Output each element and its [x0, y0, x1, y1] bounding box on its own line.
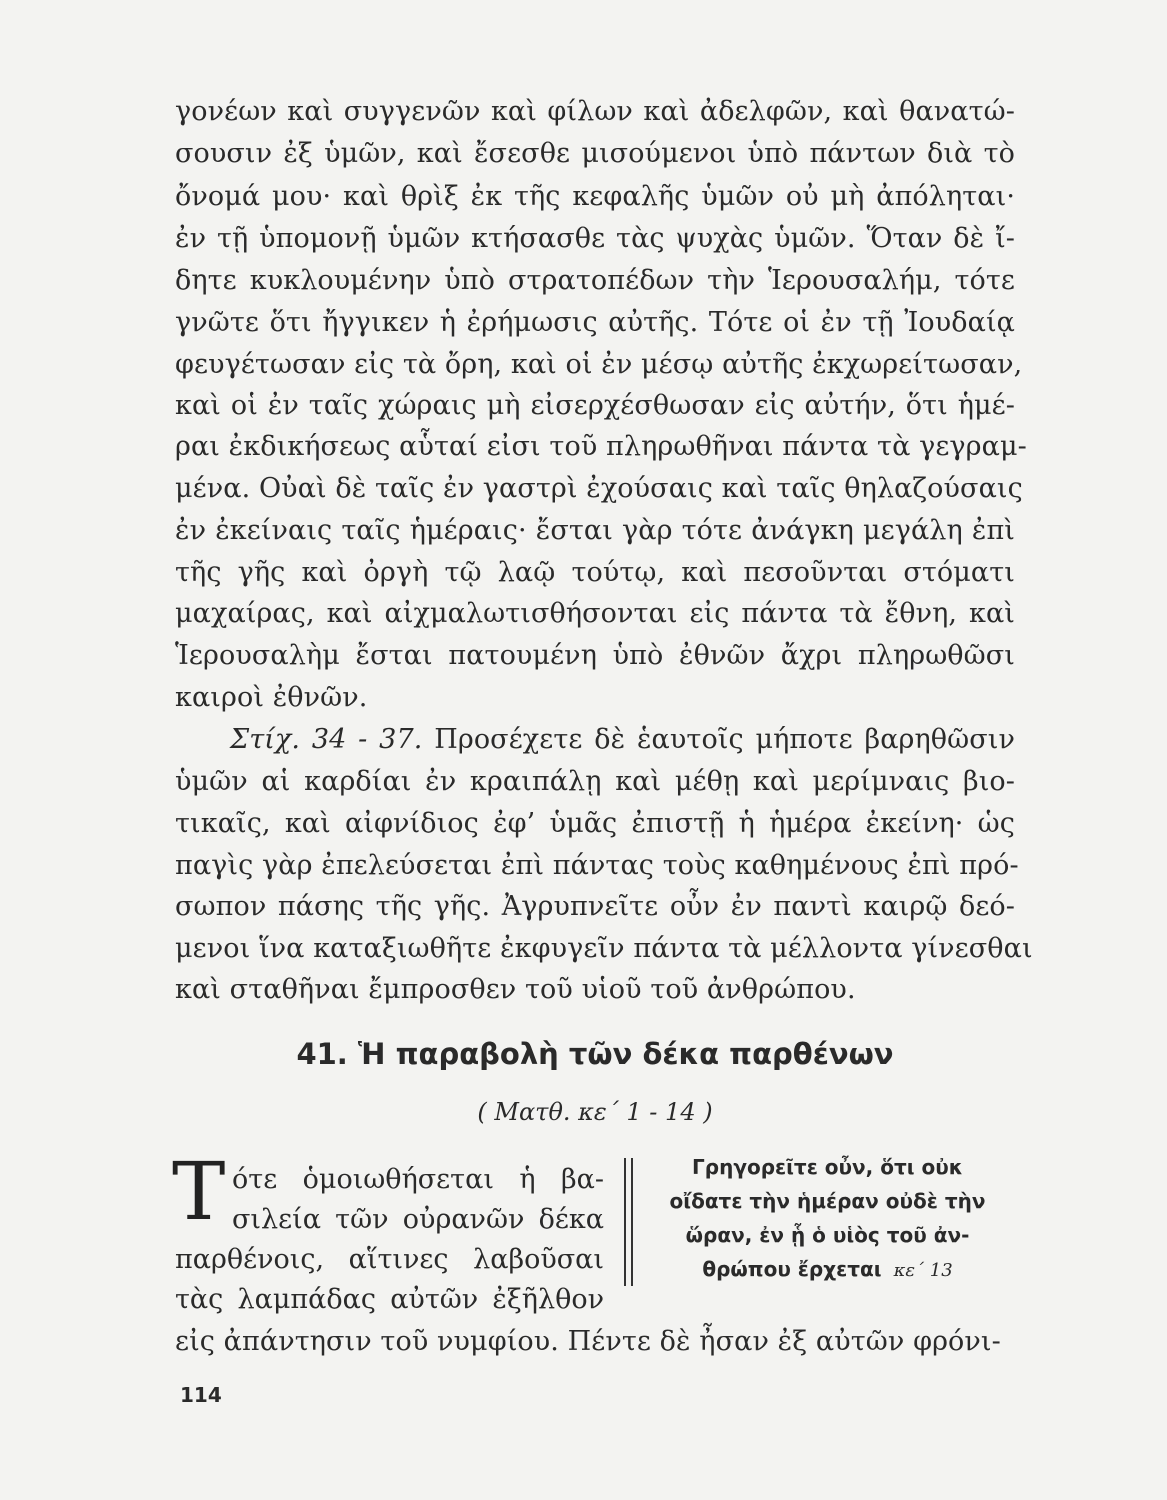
quote-line: οἴδατε τὴν ἡμέραν οὐδὲ τὴν: [669, 1189, 986, 1213]
body-line: ἐν ἐκείναις ταῖς ἡμέραις· ἔσται γὰρ τότε ἀνάγκη μεγάλη ἐπὶ: [175, 515, 1015, 546]
divider-rule: [631, 1158, 633, 1286]
dropcap-letter: Τ: [172, 1145, 226, 1238]
section-line: τὰς λαμπάδας αὐτῶν ἐξῆλθον: [175, 1284, 604, 1315]
section-title: 41. Ἡ παραβολὴ τῶν δέκα παρθένων: [296, 1037, 894, 1071]
quote-line-last: [640, 1252, 1015, 1286]
body-line: σουσιν ἐξ ὑμῶν, καὶ ἔσεσθε μισούμενοι ὑπὸ πάντων διὰ τὸ: [175, 138, 1015, 169]
verse-reference: Στίχ. 34 - 37.: [230, 724, 423, 755]
verse-line: παγὶς γὰρ ἐπελεύσεται ἐπὶ πάντας τοὺς καθημένους ἐπὶ πρό-: [175, 850, 1019, 881]
body-line: καὶ οἱ ἐν ταῖς χώραις μὴ εἰσερχέσθωσαν εἰς αὐτήν, ὅτι ἡμέ-: [175, 390, 1015, 421]
section-line: παρθένοις, αἵτινες λαβοῦσαι: [175, 1244, 604, 1275]
verse-first-line: [230, 720, 1015, 760]
body-line: φευγέτωσαν εἰς τὰ ὄρη, καὶ οἱ ἐν μέσῳ αὐτῆς ἐκχωρείτωσαν,: [175, 349, 1023, 380]
body-line: δητε κυκλουμένην ὑπὸ στρατοπέδων τὴν Ἱερουσαλήμ, τότε: [175, 265, 1015, 296]
section-reference: ( Ματθ. κε΄ 1 - 14 ): [477, 1098, 713, 1126]
body-line: μένα. Οὐαὶ δὲ ταῖς ἐν γαστρὶ ἐχούσαις καὶ ταῖς θηλαζούσαις: [175, 473, 1023, 504]
verse-line: ὑμῶν αἱ καρδίαι ἐν κραιπάλῃ καὶ μέθῃ καὶ μερίμναις βιο-: [175, 766, 1015, 797]
sidebar-quote: [640, 1150, 1015, 1290]
quote-line: ὥραν, ἐν ᾗ ὁ υἱὸς τοῦ ἀν-: [685, 1223, 970, 1247]
body-line: Ἱερουσαλὴμ ἔσται πατουμένη ὑπὸ ἐθνῶν ἄχρι πληρωθῶσι: [175, 640, 1015, 671]
body-line: τῆς γῆς καὶ ὀργὴ τῷ λαῷ τούτῳ, καὶ πεσοῦνται στόματι: [175, 557, 1015, 588]
body-line: γονέων καὶ συγγενῶν καὶ φίλων καὶ ἀδελφῶν, καὶ θανατώ-: [175, 96, 1015, 127]
verse-line: καὶ σταθῆναι ἔμπροσθεν τοῦ υἱοῦ τοῦ ἀνθρώπου.: [175, 974, 856, 1005]
body-line: μαχαίρας, καὶ αἰχμαλωτισθήσονται εἰς πάντα τὰ ἔθνη, καὶ: [175, 598, 1015, 629]
section-last-line: εἰς ἀπάντησιν τοῦ νυμφίου. Πέντε δὲ ἦσαν ἐξ αὐτῶν φρόνι-: [175, 1326, 1001, 1357]
section-line: σιλεία τῶν οὐρανῶν δέκα: [232, 1204, 604, 1235]
body-line: ὄνομά μου· καὶ θρὶξ ἐκ τῆς κεφαλῆς ὑμῶν οὐ μὴ ἀπόληται·: [175, 181, 1015, 212]
quote-line: θρώπου ἔρχεται: [702, 1257, 882, 1281]
body-line: ἐν τῇ ὑπομονῇ ὑμῶν κτήσασθε τὰς ψυχὰς ὑμῶν. Ὅταν δὲ ἴ-: [175, 223, 1015, 254]
body-line: ραι ἐκδικήσεως αὗταί εἰσι τοῦ πληρωθῆναι πάντα τὰ γεγραμ-: [175, 431, 1027, 462]
body-line: γνῶτε ὅτι ἤγγικεν ἡ ἐρήμωσις αὐτῆς. Τότε οἱ ἐν τῇ Ἰουδαίᾳ: [175, 307, 1015, 338]
body-line: καιροὶ ἐθνῶν.: [175, 682, 368, 713]
quote-line: Γρηγορεῖτε οὖν, ὅτι οὐκ: [692, 1155, 963, 1179]
page-number: 114: [180, 1383, 222, 1407]
verse-line: τικαῖς, καὶ αἰφνίδιος ἐφ’ ὑμᾶς ἐπιστῇ ἡ ἡμέρα ἐκείνη· ὡς: [175, 808, 1015, 839]
quote-reference: κε΄ 13: [893, 1260, 953, 1281]
verse-first-text: Προσέχετε δὲ ἑαυτοῖς μήποτε βαρηθῶσιν: [434, 724, 1016, 755]
divider-rule: [624, 1158, 626, 1286]
verse-line: σωπον πάσης τῆς γῆς. Ἀγρυπνεῖτε οὖν ἐν παντὶ καιρῷ δεό-: [175, 891, 1015, 922]
verse-line: μενοι ἵνα καταξιωθῆτε ἐκφυγεῖν πάντα τὰ μέλλοντα γίνεσθαι: [175, 933, 1033, 964]
section-line: ότε ὁμοιωθήσεται ἡ βα-: [232, 1164, 604, 1195]
